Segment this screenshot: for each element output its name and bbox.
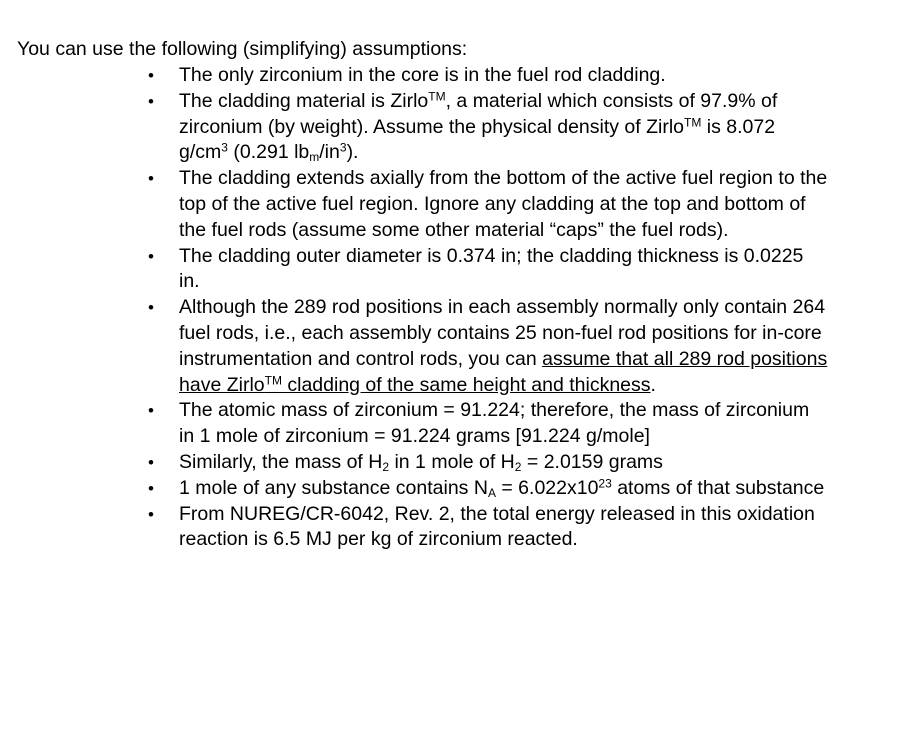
assumption-text: = 6.022x10 bbox=[495, 476, 599, 499]
assumption-text: . bbox=[650, 373, 656, 396]
bullet: • bbox=[148, 452, 154, 472]
subscript: A bbox=[487, 485, 496, 500]
assumption-text: Similarly, the mass of H bbox=[179, 450, 383, 473]
exponent-superscript: 3 bbox=[339, 140, 347, 155]
assumption-text: , a material which consists of 97.9% of zirconium (by weight). Assume the physical density of Zirlo bbox=[179, 89, 778, 138]
bullet: • bbox=[148, 478, 154, 498]
trademark-superscript: TM bbox=[684, 115, 702, 129]
assumption-text: 1 mole of any substance contains N bbox=[179, 476, 488, 499]
assumption-text: The cladding extends axially from the bottom of the active fuel region to the top of the active fuel region. Ignore any cladding at the top and bottom of the fuel rods (assume some other material “caps” the fuel rods). bbox=[179, 167, 828, 241]
assumption-text: The cladding outer diameter is 0.374 in; the cladding thickness is 0.0225 in. bbox=[179, 244, 804, 293]
assumption-text: The cladding material is Zirlo bbox=[179, 89, 429, 112]
assumption-item-9 bbox=[148, 502, 828, 554]
intro-line: You can use the following (simplifying) assumptions: bbox=[17, 38, 468, 60]
assumption-text: The only zirconium in the core is in the fuel rod cladding. bbox=[179, 64, 666, 86]
bullet: • bbox=[148, 504, 154, 524]
assumptions-list bbox=[148, 63, 828, 553]
exponent-superscript: 3 bbox=[221, 140, 228, 155]
bullet: • bbox=[148, 91, 154, 111]
assumption-item-7 bbox=[148, 450, 828, 476]
assumption-text: ). bbox=[346, 141, 359, 164]
trademark-superscript: TM bbox=[428, 89, 446, 104]
unit-subscript: m bbox=[309, 150, 320, 165]
bullet: • bbox=[148, 66, 154, 85]
assumption-text: Although the 289 rod positions in each assembly normally only contain 264 fuel rods, i.e., each assembly contains 25 non-fuel rod positions for in-core instrumentation and control rods, you can bbox=[179, 296, 826, 370]
assumption-text: atoms of that substance bbox=[611, 476, 825, 499]
bullet: • bbox=[148, 169, 154, 189]
bullet: • bbox=[148, 401, 154, 421]
subscript: 2 bbox=[382, 459, 390, 474]
assumption-text: From NUREG/CR-6042, Rev. 2, the total energy released in this oxidation reaction is 6.5 MJ per kg of zirconium reacted. bbox=[179, 502, 815, 551]
underlined-part: assume that all 289 rod positions have Zirlo bbox=[179, 347, 828, 396]
assumption-item-1 bbox=[148, 63, 828, 89]
assumption-text: in 1 mole of H bbox=[389, 450, 515, 473]
assumption-text: = 2.0159 grams bbox=[521, 450, 663, 473]
assumption-item-5 bbox=[148, 295, 828, 398]
subscript: 2 bbox=[514, 459, 522, 474]
assumption-item-8 bbox=[148, 476, 828, 502]
assumption-item-4 bbox=[148, 244, 828, 296]
bullet: • bbox=[148, 246, 154, 266]
assumption-text: is 8.072 g/cm bbox=[179, 115, 776, 164]
bullet: • bbox=[148, 298, 154, 318]
assumption-text: The atomic mass of zirconium = 91.224; therefore, the mass of zirconium in 1 mole of zirconium = 91.224 grams [91.224 g/mole] bbox=[179, 399, 810, 448]
assumption-text: (0.291 lb bbox=[227, 141, 310, 164]
underlined-part: cladding of the same height and thickness bbox=[281, 373, 651, 396]
assumption-item-3 bbox=[148, 166, 828, 243]
assumption-item-2 bbox=[148, 89, 828, 166]
assumption-text: /in bbox=[319, 141, 340, 164]
trademark-superscript: TM bbox=[264, 372, 282, 387]
assumption-item-6 bbox=[148, 398, 828, 450]
exponent-superscript: 23 bbox=[598, 476, 612, 491]
